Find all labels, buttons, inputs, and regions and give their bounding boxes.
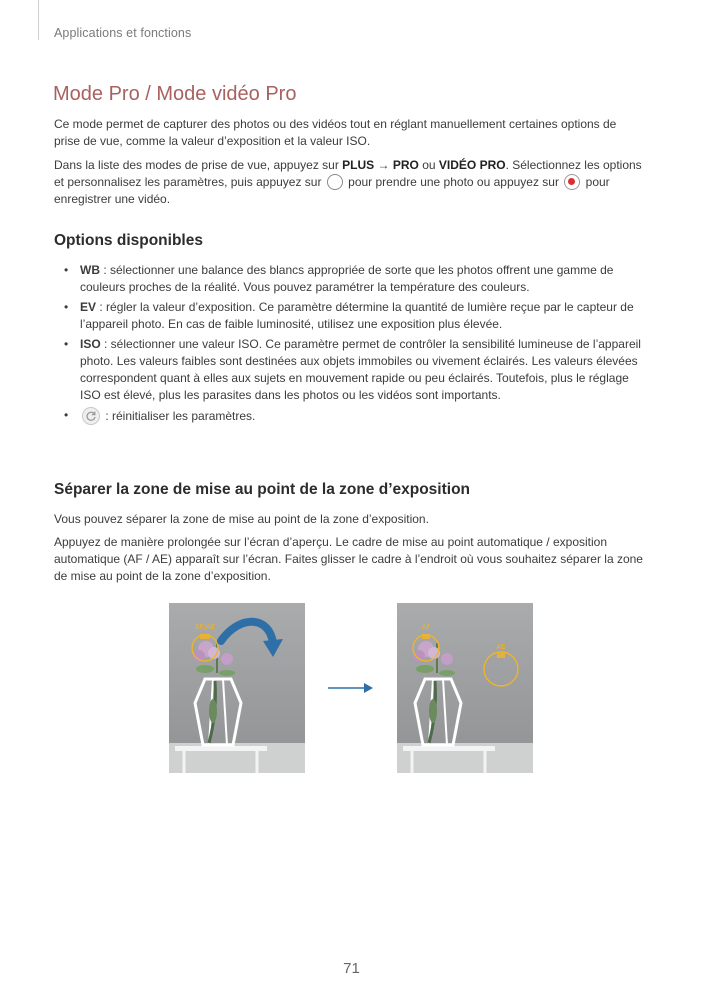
video-pro-label: VIDÉO PRO — [438, 158, 506, 172]
list-item: • WB : sélectionner une balance des blancs appropriée de sorte que les photos offrent une gamme de couleurs proches de la réalité. Vous pouvez paramétrer la température des couleurs. — [64, 263, 614, 294]
preview-after-image — [397, 603, 533, 773]
af-ae-label: AF/AE — [194, 623, 216, 631]
preview-before-image — [169, 603, 305, 773]
list-item: • : réinitialiser les paramètres. — [64, 408, 256, 423]
intro-paragraph-2: Dans la liste des modes de prise de vue, appuyez sur PLUS → PRO ou VIDÉO PRO. Sélectionnez les options et personnalisez les paramètres, puis appuyez sur pour prendre une photo ou appuyez sur pour enregistrer une vidéo. — [54, 158, 642, 206]
separate-paragraph-1: Vous pouvez séparer la zone de mise au point de la zone d’exposition. — [54, 512, 429, 526]
separate-heading: Séparer la zone de mise au point de la zone d’exposition — [54, 481, 471, 498]
plus-label: PLUS — [342, 158, 375, 172]
reset-icon — [82, 407, 100, 425]
options-list — [54, 262, 644, 428]
section-header: Applications et fonctions — [54, 26, 192, 40]
options-heading: Options disponibles — [54, 232, 203, 249]
list-item: • EV : régler la valeur d’exposition. Ce paramètre détermine la quantité de lumière reçue par le capteur de l’appareil photo. En cas de faible luminosité, utilisez une exposition plus élevée. — [64, 300, 634, 331]
record-button-icon — [564, 174, 580, 190]
list-item: • ISO : sélectionner une valeur ISO. Ce paramètre permet de contrôler la sensibilité lumineuse de l’appareil photo. Les valeurs faibles sont destinées aux objets immobiles ou vivement éclairés. Les valeurs élevées correspondent quant à elles aux sujets en mouvement rapide ou peu éclairés. Toutefois, plus le réglage ISO est élevé, plus les parasites dans les photos ou les vidéos sont importants. — [64, 337, 641, 402]
margin-rule — [38, 0, 39, 40]
wb-key: WB — [80, 263, 100, 277]
intro-paragraph-1: Ce mode permet de capturer des photos ou des vidéos tout en réglant manuellement certaines options de prise de vue, comme la valeur d’exposition et la valeur ISO. — [54, 117, 617, 148]
right-arrow-icon — [328, 681, 374, 695]
separate-paragraph-2: Appuyez de manière prolongée sur l’écran d’aperçu. Le cadre de mise au point automatique / exposition automatique (AF / AE) apparaît sur l’écran. Faites glisser le cadre à l’endroit où vous souhaitez séparer la zone de mise au point de la zone d’exposition. — [54, 535, 643, 583]
af-label: AF — [421, 623, 431, 631]
ae-label: AE — [496, 643, 506, 651]
iso-key: ISO — [80, 337, 101, 351]
page-number: 71 — [343, 960, 360, 977]
pro-label: PRO — [392, 158, 419, 172]
camera-shutter-icon — [327, 174, 343, 190]
page-title: Mode Pro / Mode vidéo Pro — [53, 83, 297, 105]
ev-key: EV — [80, 300, 97, 314]
